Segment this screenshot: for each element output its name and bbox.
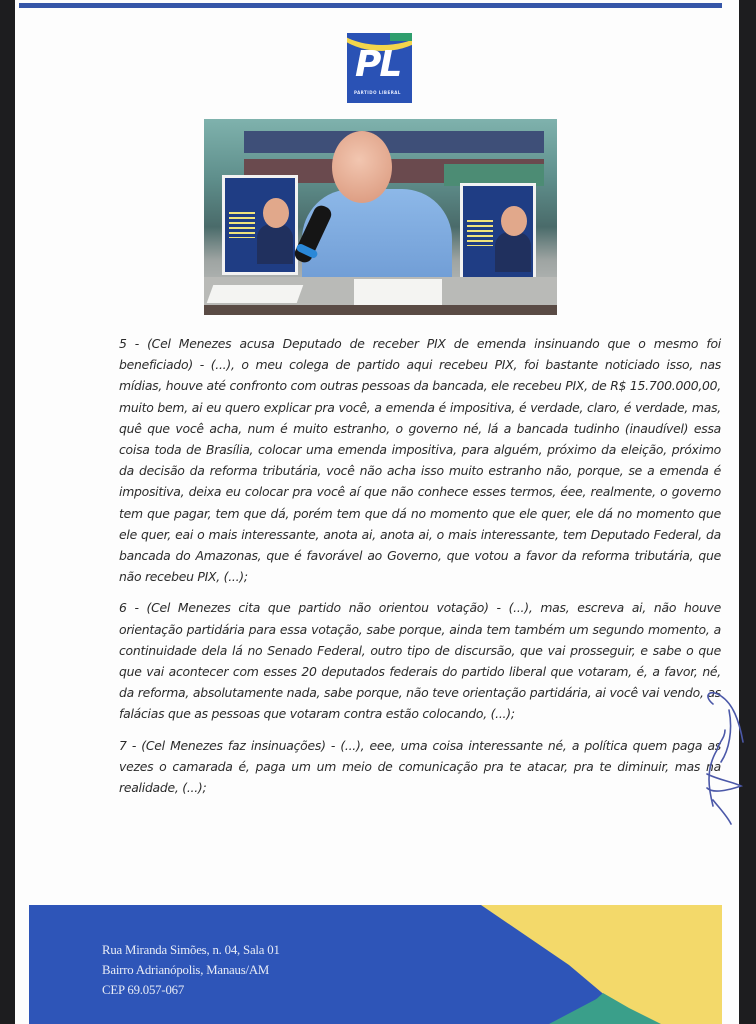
address-line-postcode: CEP 69.057-067 [102,983,185,997]
logo-subtitle: PARTIDO LIBERAL [354,90,401,95]
photo-table-edge [204,305,557,315]
photo-person-shirt [302,189,452,289]
address-line-street: Rua Miranda Simões, n. 04, Sala 01 [102,943,280,957]
footer-address [102,940,280,1000]
handwritten-signature [699,690,745,830]
address-line-district: Bairro Adrianópolis, Manaus/AM [102,963,270,977]
logo-letters: PL [355,44,401,85]
video-still-photo [204,119,557,315]
photo-paper [354,279,442,305]
header-rule [19,3,722,8]
paragraph-6: 6 - (Cel Menezes cita que partido não orientou votação) - (...), mas, escreva ai, não houve orientação partidária para essa votação, sabe porque, ainda tem também um segundo momento, a continuidade dela lá no Senado Federal, outro tipo de discursão, que vai prosseguir, e sabe o que que vai acontecer com esses 20 deputados federais do partido liberal que votaram, é, a favor, né, da reforma, absolutamente nada, sabe porque, não teve orientação partidária, ai você vai vendo, as falácias que as pessoas que votaram contra estão colocando, (...); [119,600,721,722]
document-page [15,0,739,1024]
photo-shelf [244,131,544,153]
letterhead-footer [29,905,722,1024]
photo-poster-right [460,183,536,283]
statement-body [119,333,721,808]
paragraph-5: 5 - (Cel Menezes acusa Deputado de receber PIX de emenda insinuando que o mesmo foi beneficiado) - (...), o meu colega de partido aqui recebeu PIX, foi bastante noticiado isso, nas mídias, houve até confronto com outras pessoas da bancada, ele recebeu PIX, de R$ 15.700.000,00, muito bem, ai eu quero explicar pra você, a emenda é impositiva, é verdade, claro, é verdade, mas, quê que você acha, num é muito estranho, o governo né, lá a bancada tudinho (inaudível) essa coisa toda de Brasília, colocar uma emenda impositiva, para alguém, próximo da eleição, próximo da decisão da reforma tributária, você não acha isso muito estranho não, porque, se a emenda é impositiva, deixa eu colocar pra você aí que não conhece esses termos, éee, realmente, o governo tem que pagar, tem que dá, porém tem que dá no momento que ele quer, ele dá no momento que ele quer, eai o mais interessante, anota ai, anota ai, o mais interessante, tem Deputado Federal, da bancada do Amazonas, que é favorável ao Governo, que votou a favor da reforma tributária, que não recebeu PIX, (...); [119,336,721,585]
party-logo [347,33,412,103]
photo-poster-left [222,175,298,275]
paragraph-7: 7 - (Cel Menezes faz insinuações) - (...), eee, uma coisa interessante né, a política quem paga as vezes o camarada é, paga um um meio de comunicação pra te atacar, pra te diminuir, mas na realidade, (...); [119,737,721,796]
photo-paper [207,285,304,303]
logo-green-corner [390,33,412,41]
photo-person-head [332,131,392,203]
